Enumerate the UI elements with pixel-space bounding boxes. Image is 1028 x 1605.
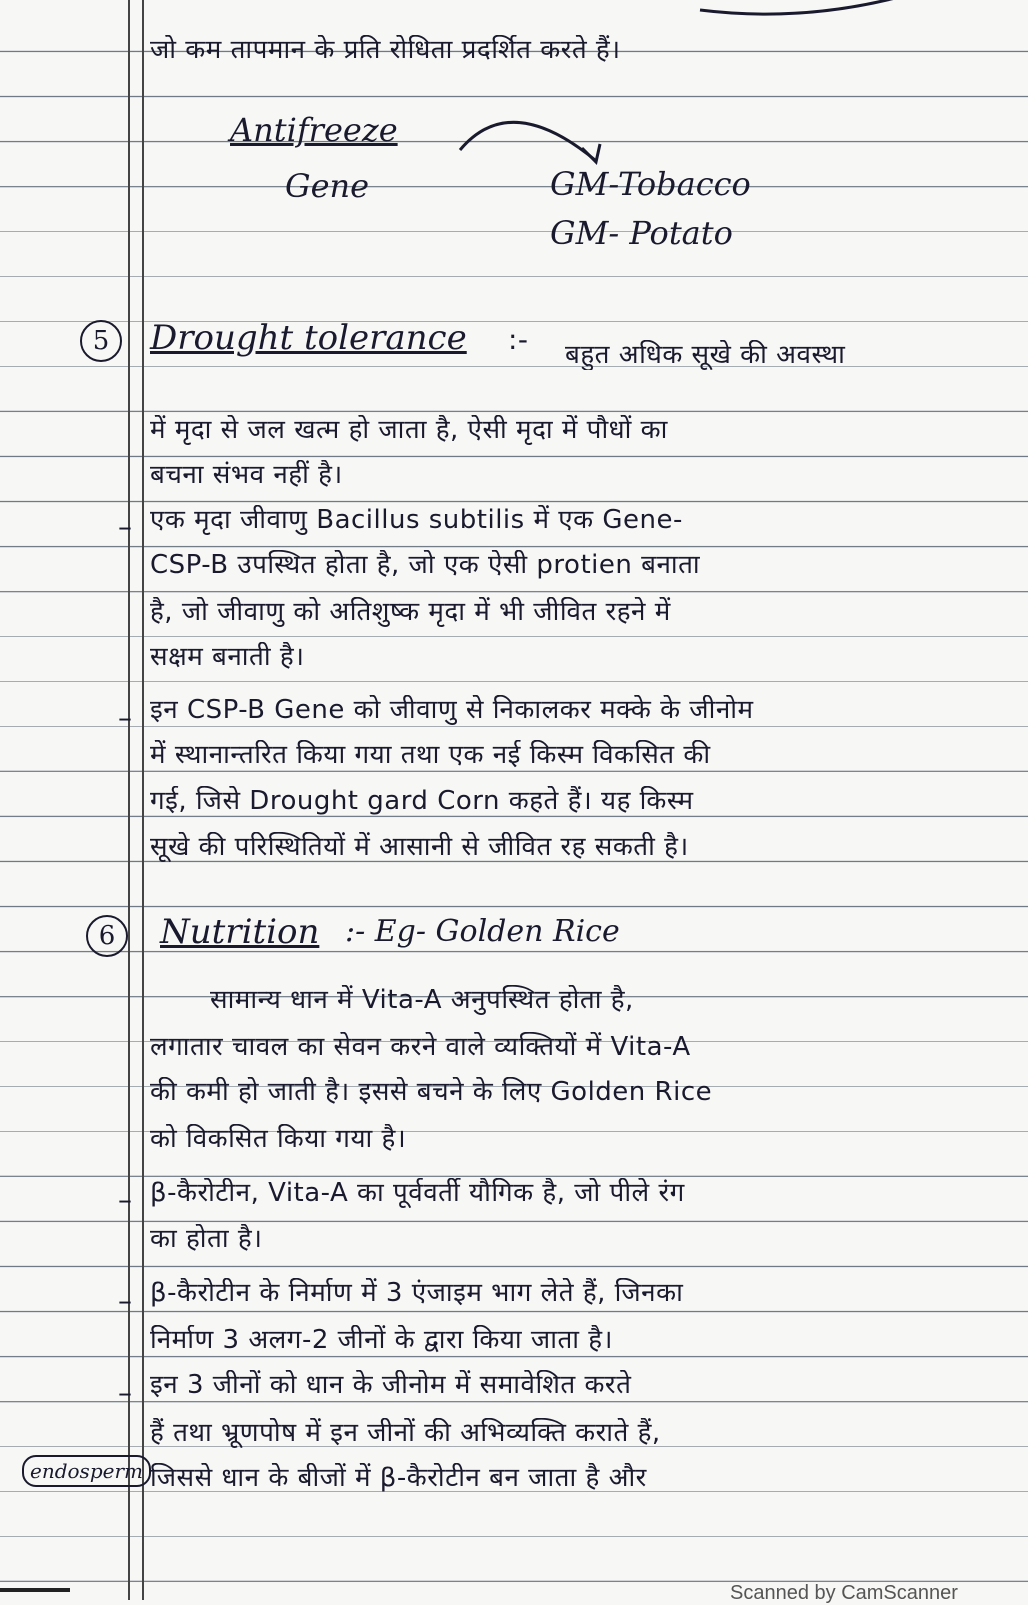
antifreeze-label: Antifreeze [230,111,398,149]
top-curve-stroke [690,0,950,20]
bullet-dash: – [118,510,132,543]
margin-line [142,0,144,1600]
text-line: β-कैरोटीन, Vita-A का पूर्ववर्ती यौगिक है, जो पीले रंग [150,1178,685,1208]
gene-label: Gene [285,167,370,205]
text-line: को विकसित किया गया है। [150,1124,407,1154]
golden-rice-example: :- Eg- Golden Rice [345,914,620,949]
nutrition-heading: Nutrition [160,912,320,952]
text-line: इन 3 जीनों को धान के जीनोम में समावेशित करते [150,1370,632,1400]
bullet-dash: – [118,1183,132,1216]
text-line: में मृदा से जल खत्म हो जाता है, ऐसी मृदा में पौधों का [150,415,668,445]
text-line: निर्माण 3 अलग-2 जीनों के द्वारा किया जाता है। [150,1325,613,1355]
text-line: का होता है। [150,1224,263,1254]
text-line: जिससे धान के बीजों में β-कैरोटीन बन जाता है और [150,1463,647,1493]
text-line: सूखे की परिस्थितियों में आसानी से जीवित रह सकती है। [150,832,689,862]
bullet-dash: – [118,701,132,734]
text-line: की कमी हो जाती है। इससे बचने के लिए Golden Rice [150,1077,713,1107]
text-line: सामान्य धान में Vita-A अनुपस्थित होता है, [210,985,634,1015]
text-line: CSP-B उपस्थित होता है, जो एक ऐसी protien बनाता [150,550,701,580]
text-line: हैं तथा भ्रूणपोष में इन जीनों की अभिव्यक्ति कराते हैं, [150,1418,661,1448]
bullet-dash: – [118,1284,132,1317]
gm-tobacco-label: GM-Tobacco [550,165,751,203]
text-line: गई, जिसे Drought gard Corn कहते हैं। यह किस्म [150,786,694,816]
page-edge-mark [0,1588,70,1592]
scanner-watermark: Scanned by CamScanner [730,1582,958,1604]
text-line: सक्षम बनाती है। [150,642,305,672]
text-line: β-कैरोटीन के निर्माण में 3 एंजाइम भाग लेते हैं, जिनका [150,1278,684,1308]
text-line: बचना संभव नहीं है। [150,460,343,490]
text-line: इन CSP-B Gene को जीवाणु से निकालकर मक्के के जीनोम [150,695,754,725]
text-line: लगातार चावल का सेवन करने वाले व्यक्तियों में Vita-A [150,1032,691,1062]
text-line: जो कम तापमान के प्रति रोधिता प्रदर्शित करते हैं। [150,35,621,65]
heading-separator: :- [508,325,529,355]
endosperm-side-note: endosperm [22,1455,151,1487]
text-line: बहुत अधिक सूखे की अवस्था [565,340,846,370]
text-line: एक मृदा जीवाणु Bacillus subtilis में एक Gene- [150,505,683,535]
text-line: में स्थानान्तरित किया गया तथा एक नई किस्म विकसित की [150,740,711,770]
section-number-6: 6 [86,915,128,957]
text-line: है, जो जीवाणु को अतिशुष्क मृदा में भी जीवित रहने में [150,597,671,627]
bullet-dash: – [118,1376,132,1409]
gm-potato-label: GM- Potato [550,214,733,252]
section-number-5: 5 [80,320,122,362]
margin-line [128,0,130,1600]
drought-tolerance-heading: Drought tolerance [150,318,467,358]
